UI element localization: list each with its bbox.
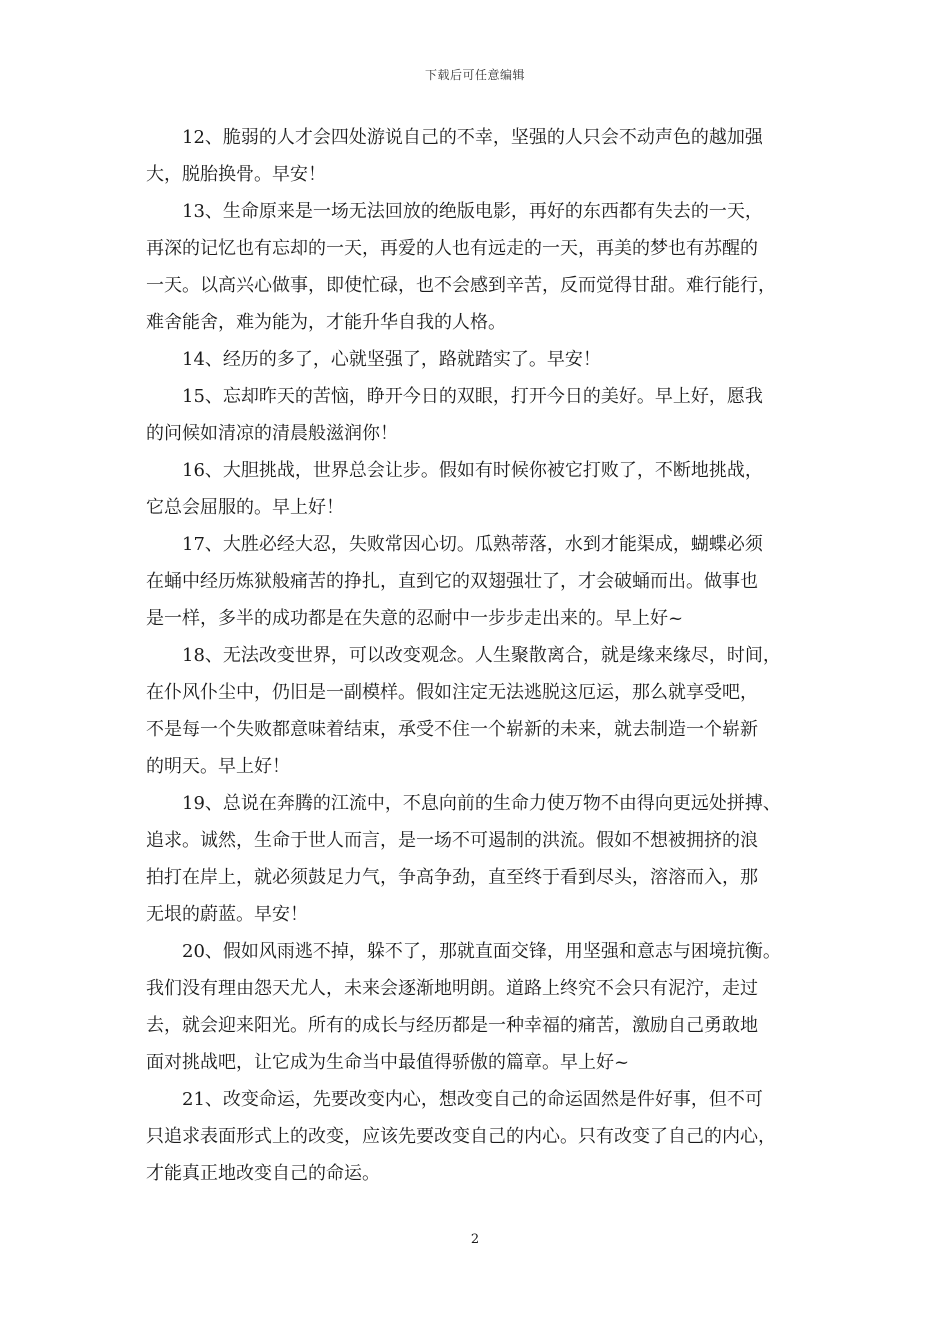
paragraph-line: 才能真正地改变自己的命运。 (146, 1163, 380, 1184)
paragraph-line: 是一样，多半的成功都是在失意的忍耐中一步步走出来的。早上好~ (146, 608, 684, 629)
paragraph-line: 只追求表面形式上的改变，应该先要改变自己的内心。只有改变了自己的内心， (146, 1126, 776, 1147)
document-body (146, 119, 810, 1192)
paragraph-line: 它总会屈服的。早上好！ (146, 497, 344, 518)
paragraph (146, 452, 810, 526)
paragraph-line: 12、脆弱的人才会四处游说自己的不幸，坚强的人只会不动声色的越加强 (182, 127, 763, 148)
paragraph-line: 13、生命原来是一场无法回放的绝版电影，再好的东西都有失去的一天， (182, 201, 763, 222)
paragraph (146, 119, 810, 193)
paragraph (146, 526, 810, 637)
paragraph-line: 去，就会迎来阳光。所有的成长与经历都是一种幸福的痛苦，激励自己勇敢地 (146, 1015, 758, 1036)
paragraph-line: 拍打在岸上，就必须鼓足力气，争高争劲，直至终于看到尽头，溶溶而入，那 (146, 867, 758, 888)
paragraph-line: 再深的记忆也有忘却的一天，再爱的人也有远走的一天，再美的梦也有苏醒的 (146, 238, 758, 259)
page-header: 下载后可任意编辑 (424, 68, 525, 82)
paragraph (146, 341, 810, 378)
paragraph-line: 17、大胜必经大忍，失败常因心切。瓜熟蒂落，水到才能渠成，蝴蝶必须 (182, 534, 763, 555)
paragraph-line: 追求。诚然，生命于世人而言，是一场不可遏制的洪流。假如不想被拥挤的浪 (146, 830, 758, 851)
paragraph (146, 1081, 810, 1192)
paragraph-line: 18、无法改变世界，可以改变观念。人生聚散离合，就是缘来缘尽，时间， (182, 645, 781, 666)
page-number: 2 (470, 1232, 480, 1247)
paragraph-line: 不是每一个失败都意味着结束，承受不住一个崭新的未来，就去制造一个崭新 (146, 719, 758, 740)
paragraph-line: 14、经历的多了，心就坚强了，路就踏实了。早安！ (182, 349, 601, 370)
paragraph (146, 193, 810, 341)
paragraph-line: 21、改变命运，先要改变内心，想改变自己的命运固然是件好事，但不可 (182, 1089, 763, 1110)
paragraph-line: 16、大胆挑战，世界总会让步。假如有时候你被它打败了，不断地挑战， (182, 460, 763, 481)
paragraph-line: 在蛹中经历炼狱般痛苦的挣扎，直到它的双翅强壮了，才会破蛹而出。做事也 (146, 571, 758, 592)
paragraph-line: 面对挑战吧，让它成为生命当中最值得骄傲的篇章。早上好~ (146, 1052, 630, 1073)
paragraph-line: 大，脱胎换骨。早安！ (146, 164, 326, 185)
paragraph-line: 在仆风仆尘中，仍旧是一副模样。假如注定无法逃脱这厄运，那么就享受吧， (146, 682, 758, 703)
paragraph-line: 19、总说在奔腾的江流中，不息向前的生命力使万物不由得向更远处拼搏、 (182, 793, 781, 814)
paragraph-line: 难舍能舍，难为能为，才能升华自我的人格。 (146, 312, 506, 333)
paragraph (146, 933, 810, 1081)
paragraph (146, 378, 810, 452)
paragraph-line: 的明天。早上好！ (146, 756, 290, 777)
paragraph-line: 无垠的蔚蓝。早安！ (146, 904, 308, 925)
paragraph-line: 我们没有理由怨天尤人，未来会逐渐地明朗。道路上终究不会只有泥泞，走过 (146, 978, 758, 999)
paragraph-line: 的问候如清凉的清晨般滋润你！ (146, 423, 398, 444)
paragraph-line: 一天。以高兴心做事，即使忙碌，也不会感到辛苦，反而觉得甘甜。难行能行， (146, 275, 776, 296)
paragraph-line: 20、假如风雨逃不掉，躲不了，那就直面交锋，用坚强和意志与困境抗衡。 (182, 941, 781, 962)
paragraph (146, 637, 810, 785)
paragraph-line: 15、忘却昨天的苦恼，睁开今日的双眼，打开今日的美好。早上好，愿我 (182, 386, 763, 407)
paragraph (146, 785, 810, 933)
